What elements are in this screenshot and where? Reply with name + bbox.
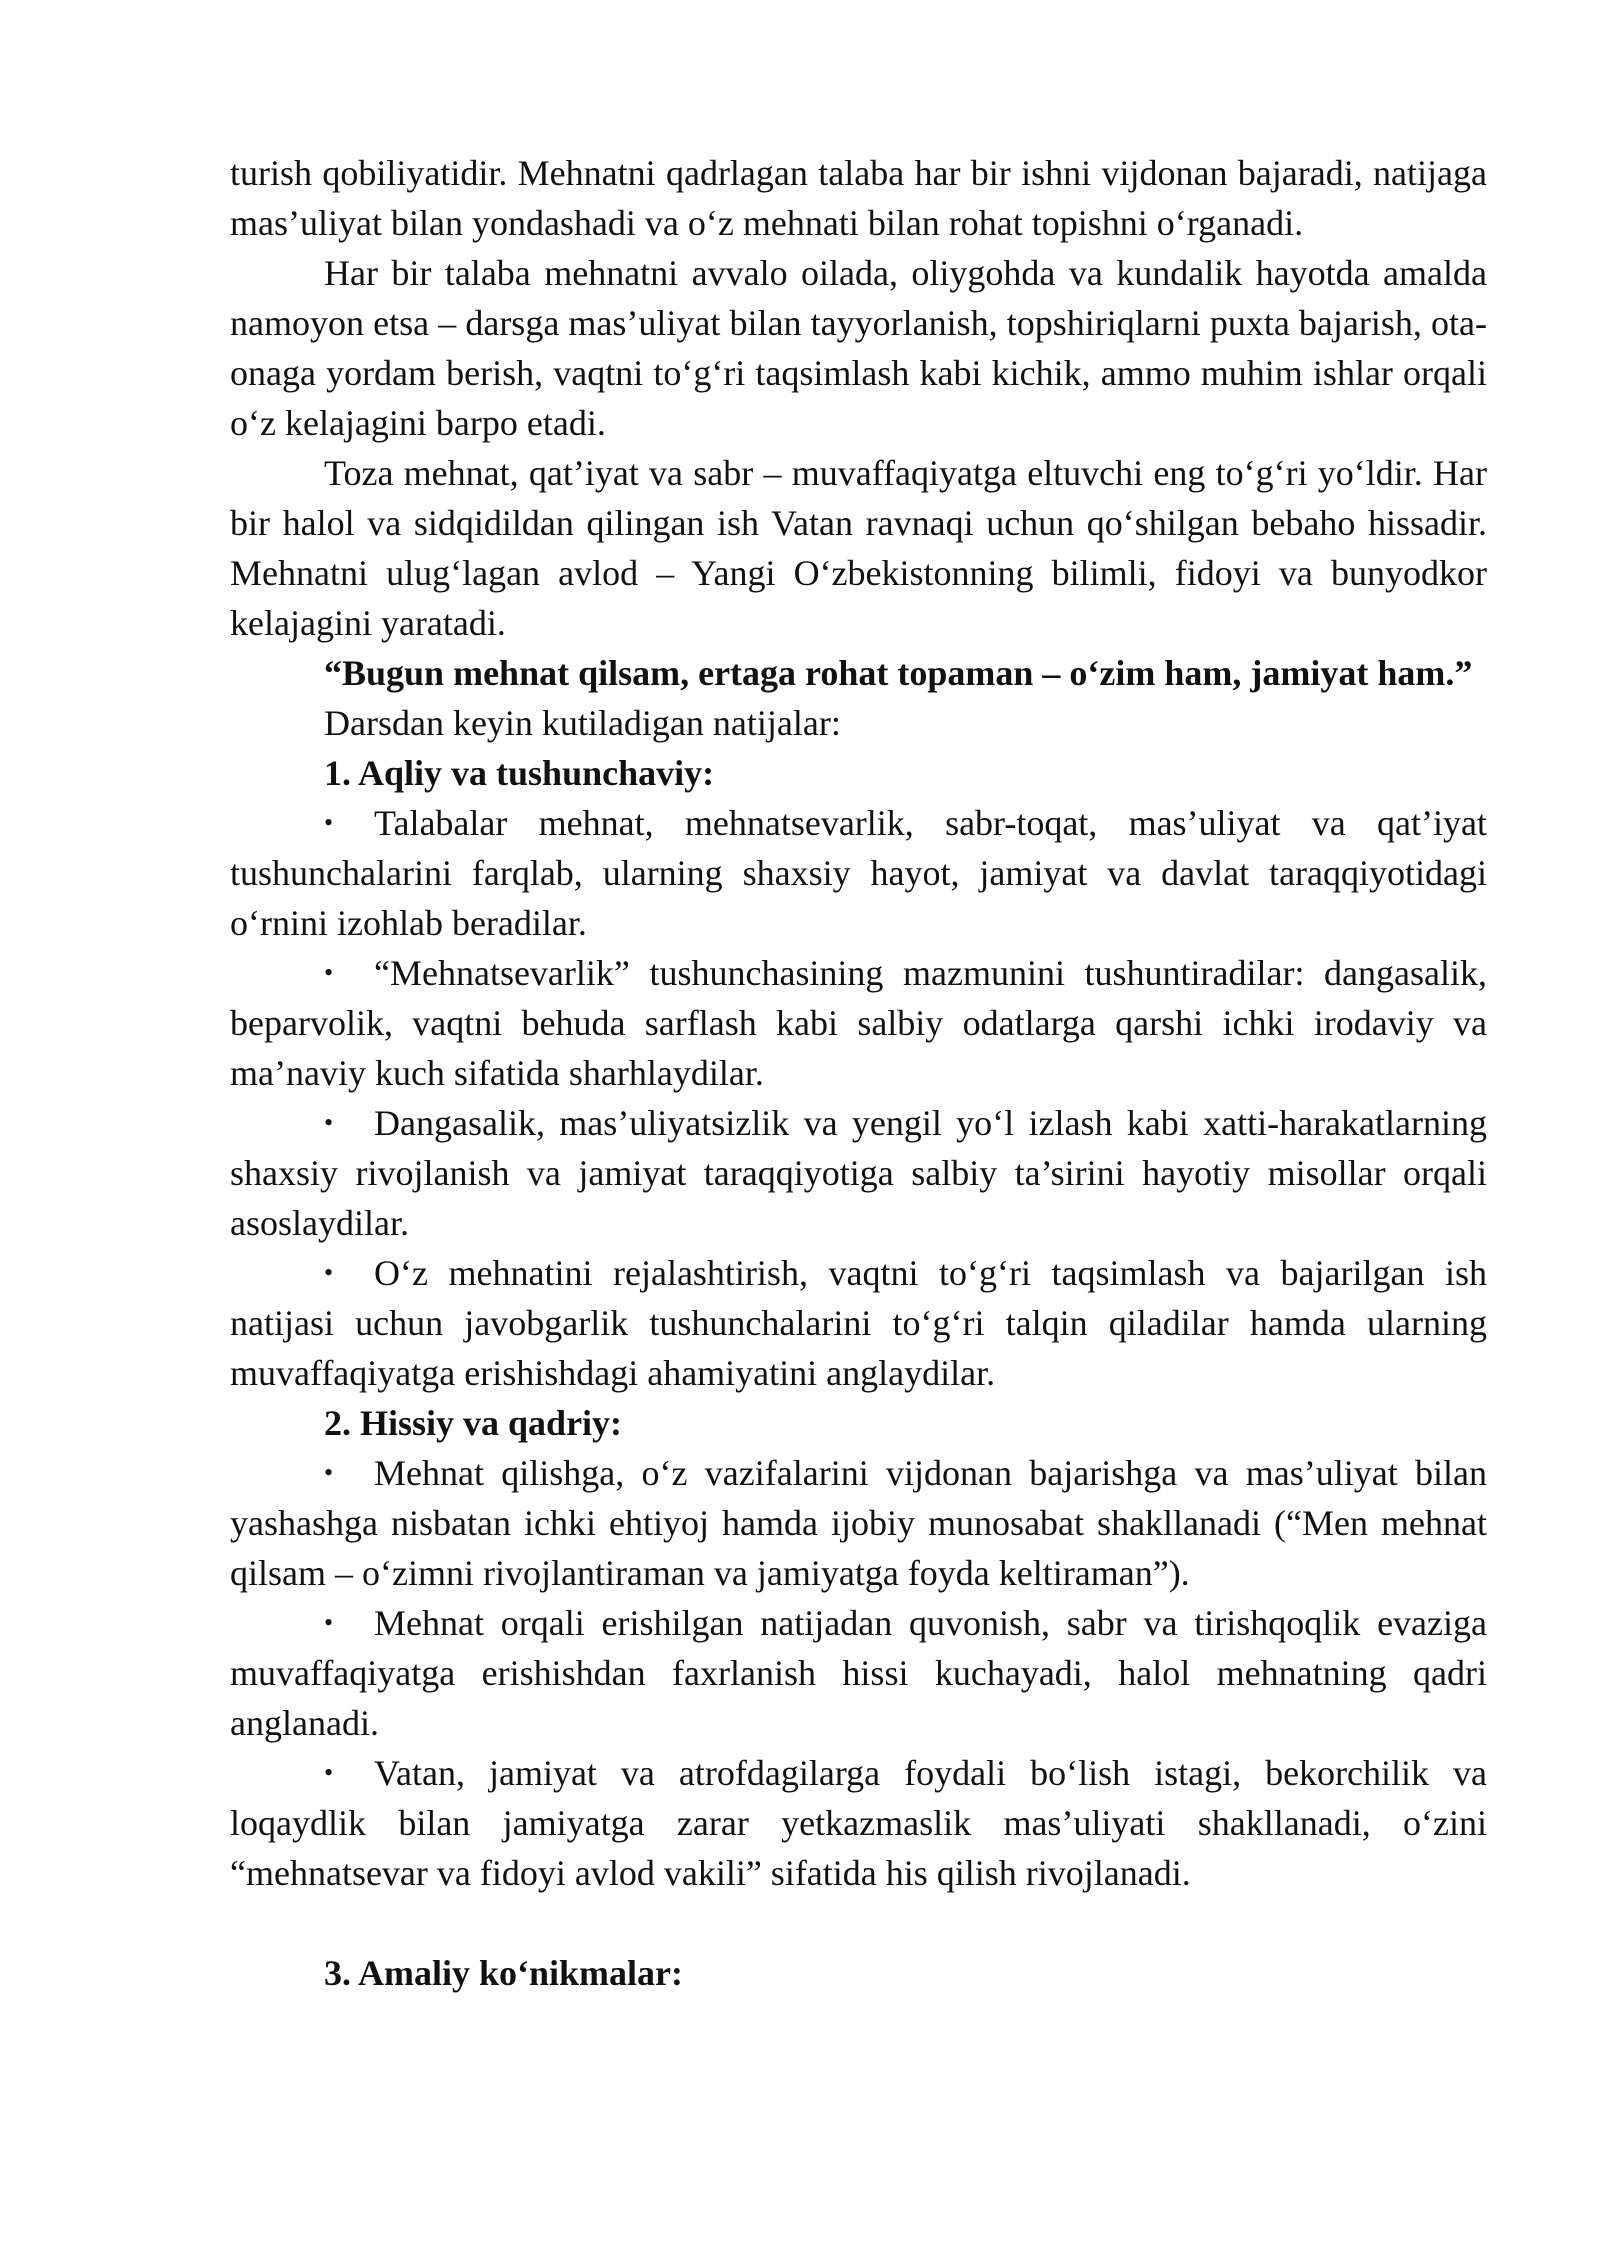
document-page bbox=[230, 148, 1487, 1998]
list-item-text: Mehnat orqali erishilgan natijadan quvonish, sabr va tirishqoqlik evaziga muvaffaqiyatga erishishdan faxrlanish hissi kuchayadi, halol mehnatning qadri anglanadi. bbox=[230, 1603, 1487, 1743]
list-item-text: “Mehnatsevarlik” tushunchasining mazmunini tushuntiradilar: dangasalik, beparvolik, vaqtni behuda sarflash kabi salbiy odatlarga qarshi ichki irodaviy va ma’naviy kuch sifatida sharhlaydilar. bbox=[230, 953, 1487, 1093]
outcomes-intro: Darsdan keyin kutiladigan natijalar: bbox=[324, 703, 841, 743]
bullet-icon: • bbox=[324, 808, 334, 837]
list-item bbox=[230, 1598, 1487, 1748]
bullet-icon: • bbox=[324, 1108, 334, 1137]
list-item bbox=[230, 1248, 1487, 1398]
list-item bbox=[230, 1448, 1487, 1598]
paragraph-daily-work: Har bir talaba mehnatni avvalo oilada, oliygohda va kundalik hayotda amalda namoyon etsa – darsga mas’uliyat bilan tayyorlanish, topshiriqlarni puxta bajarish, ota-onaga yordam berish, vaqtni to‘g‘ri taqsimlash kabi kichik, ammo muhim ishlar orqali o‘z kelajagini barpo etadi. bbox=[230, 253, 1487, 443]
paragraph-continuation: turish qobiliyatidir. Mehnatni qadrlagan talaba har bir ishni vijdonan bajaradi, natijaga mas’uliyat bilan yondashadi va o‘z mehnati bilan rohat topishni o‘rganadi. bbox=[230, 153, 1487, 243]
list-item bbox=[230, 798, 1487, 948]
list-item-text: Mehnat qilishga, o‘z vazifalarini vijdonan bajarishga va mas’uliyat bilan yashashga nisbatan ichki ehtiyoj hamda ijobiy munosabat shakllanadi (“Men mehnat qilsam – o‘zimni rivojlantiraman va jamiyatga foyda keltiraman”). bbox=[230, 1453, 1487, 1593]
section-spacer bbox=[230, 1898, 1487, 1948]
list-item-text: Vatan, jamiyat va atrofdagilarga foydali bo‘lish istagi, bekorchilik va loqaydlik bilan jamiyatga zarar yetkazmaslik mas’uliyati shakllanadi, o‘zini “mehnatsevar va fidoyi avlod vakili” sifatida his qilish rivojlanadi. bbox=[230, 1753, 1487, 1893]
paragraph-honest-labor: Toza mehnat, qat’iyat va sabr – muvaffaqiyatga eltuvchi eng to‘g‘ri yo‘ldir. Har bir halol va sidqidildan qilingan ish Vatan ravnaqi uchun qo‘shilgan bebaho hissadir. Mehnatni ulug‘lagan avlod – Yangi O‘zbekistonning bilimli, fidoyi va bunyodkor kelajagini yaratadi. bbox=[230, 453, 1487, 643]
bullet-icon: • bbox=[324, 1758, 334, 1787]
section-heading-practical: 3. Amaliy ko‘nikmalar: bbox=[324, 1953, 684, 1993]
section-heading-cognitive: 1. Aqliy va tushunchaviy: bbox=[324, 753, 715, 793]
bullet-icon: • bbox=[324, 958, 334, 987]
bullet-icon: • bbox=[324, 1258, 334, 1287]
list-item-text: Dangasalik, mas’uliyatsizlik va yengil yo‘l izlash kabi xatti-harakatlarning shaxsiy rivojlanish va jamiyat taraqqiyotiga salbiy ta’sirini hayotiy misollar orqali asoslaydilar. bbox=[230, 1103, 1487, 1243]
bullet-icon: • bbox=[324, 1608, 334, 1637]
motto-quote: “Bugun mehnat qilsam, ertaga rohat topaman – o‘zim ham, jamiyat ham.” bbox=[324, 653, 1473, 693]
list-item-text: Talabalar mehnat, mehnatsevarlik, sabr-toqat, mas’uliyat va qat’iyat tushunchalarini farqlab, ularning shaxsiy hayot, jamiyat va davlat taraqqiyotidagi o‘rnini izohlab beradilar. bbox=[230, 803, 1487, 943]
list-item bbox=[230, 948, 1487, 1098]
bullet-icon: • bbox=[324, 1458, 334, 1487]
section-heading-emotional: 2. Hissiy va qadriy: bbox=[324, 1403, 623, 1443]
list-item-text: O‘z mehnatini rejalashtirish, vaqtni to‘g‘ri taqsimlash va bajarilgan ish natijasi uchun javobgarlik tushunchalarini to‘g‘ri talqin qiladilar hamda ularning muvaffaqiyatga erishishdagi ahamiyatini anglaydilar. bbox=[230, 1253, 1487, 1393]
list-item bbox=[230, 1098, 1487, 1248]
list-item bbox=[230, 1748, 1487, 1898]
